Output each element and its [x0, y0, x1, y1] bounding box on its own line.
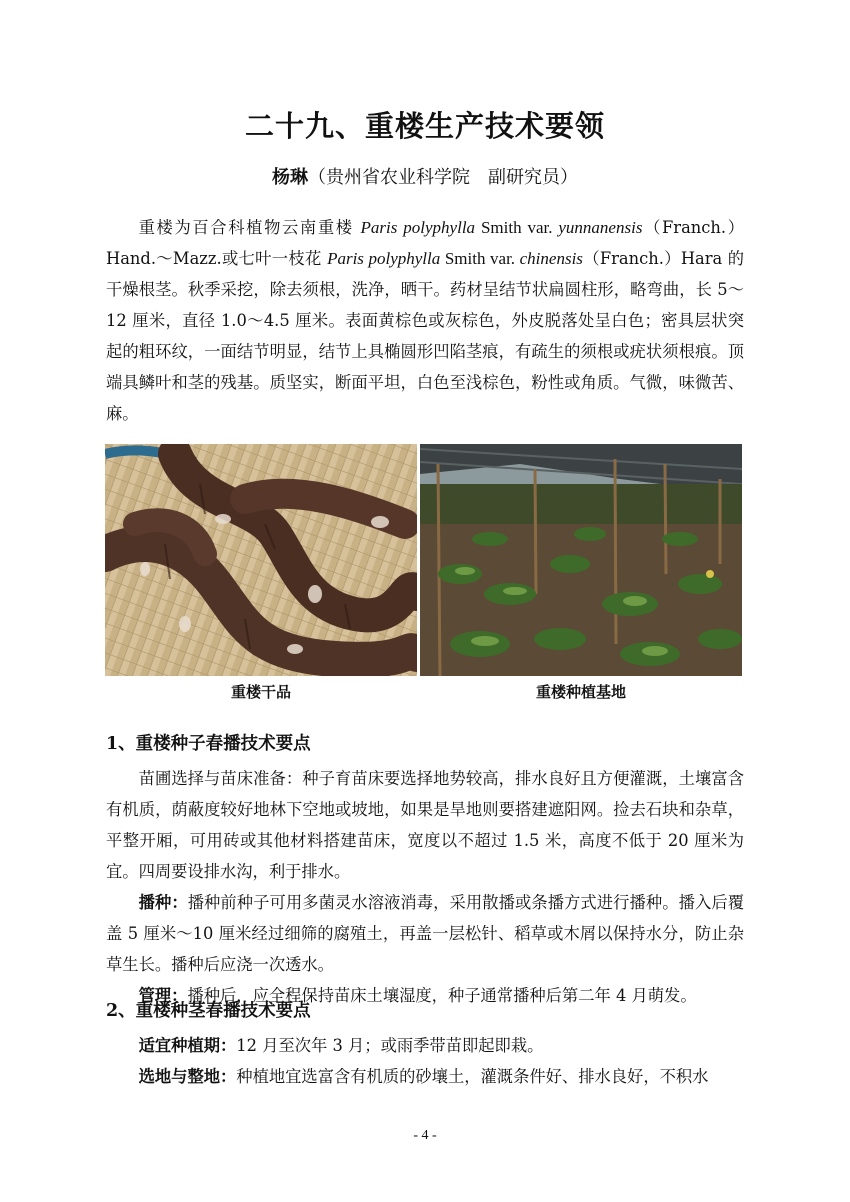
author-line [0, 163, 850, 189]
author-affiliation: （贵州省农业科学院 副研究员） [308, 167, 578, 188]
dried-rhizome-photo [105, 444, 417, 676]
paragraph-text: 播种前种子可用多菌灵水溶液消毒，采用散播或条播方式进行播种。播入后覆盖 5 厘米～10 厘米经过细筛的腐殖土，再盖一层松针、稻草或木屑以保持水分，防止杂草生长。播种后应浇一次透水。 [106, 893, 744, 974]
intro-text: Smith var. [475, 218, 559, 237]
latin-name: Paris polyphylla [360, 218, 476, 237]
paragraph [106, 887, 744, 980]
paragraph-text: 种植地宜选富含有机质的砂壤土，灌溉条件好、排水良好，不积水 [236, 1067, 709, 1086]
section-heading: 2、重楼种茎春播技术要点 [106, 1001, 311, 1021]
intro-text: 重楼为百合科植物云南重楼 [138, 218, 361, 237]
author-name: 杨琳 [272, 167, 308, 188]
paragraph-label: 选地与整地： [138, 1067, 237, 1086]
figure-caption: 重楼干品 [230, 683, 291, 701]
paragraph [106, 1030, 744, 1061]
section-heading: 1、重楼种子春播技术要点 [106, 734, 311, 754]
section1-body [106, 763, 744, 1011]
plantation-photo [420, 444, 742, 676]
paragraph-text: 12 月至次年 3 月；或雨季带苗即起即栽。 [236, 1036, 544, 1055]
intro-paragraph [106, 212, 744, 429]
paragraph-label: 播种： [138, 893, 188, 912]
paragraph [106, 1061, 744, 1092]
intro-text: Smith var. [440, 249, 520, 268]
figure-caption: 重楼种植基地 [535, 683, 626, 701]
latin-name: chinensis [519, 249, 583, 268]
paragraph-text: 播种后，应全程保持苗床土壤湿度，种子通常播种后第二年 4 月萌发。 [187, 986, 697, 1005]
paragraph-label: 适宜种植期： [138, 1036, 237, 1055]
paragraph: 苗圃选择与苗床准备：种子育苗床要选择地势较高，排水良好且方便灌溉，土壤富含有机质，荫蔽度较好地林下空地或坡地，如果是旱地则要搭建遮阳网。捡去石块和杂草，平整开厢，可用砖或其他材料搭建苗床，宽度以不超过 1.5 米，高度不低于 20 厘米为宜。四周要设排水沟，利于排水。 [106, 769, 744, 881]
page-number: - 4 - [413, 1128, 437, 1143]
intro-text: （Franch.）Hand.～Mazz.或七叶一枝花 [106, 218, 744, 268]
latin-name: yunnanensis [558, 218, 643, 237]
latin-name: Paris polyphylla [327, 249, 441, 268]
page-title: 二十九、重楼生产技术要领 [244, 109, 605, 143]
paragraph-label: 管理： [138, 986, 188, 1005]
section2-body [106, 1030, 744, 1092]
intro-text: （Franch.）Hara 的干燥根茎。秋季采挖，除去须根，洗净，晒干。药材呈结节状扁圆柱形，略弯曲，长 5～12 厘米，直径 1.0～4.5 厘米。表面黄棕色或灰棕色，外皮脱落处呈白色；密具层状突起的粗环纹，一面结节明显，结节上具椭圆形凹陷茎痕，有疏生的须根或疣状须根痕。顶端具鳞叶和茎的残基。质坚实，断面平坦，白色至浅棕色，粉性或角质。气微，味微苦、麻。 [106, 249, 745, 423]
